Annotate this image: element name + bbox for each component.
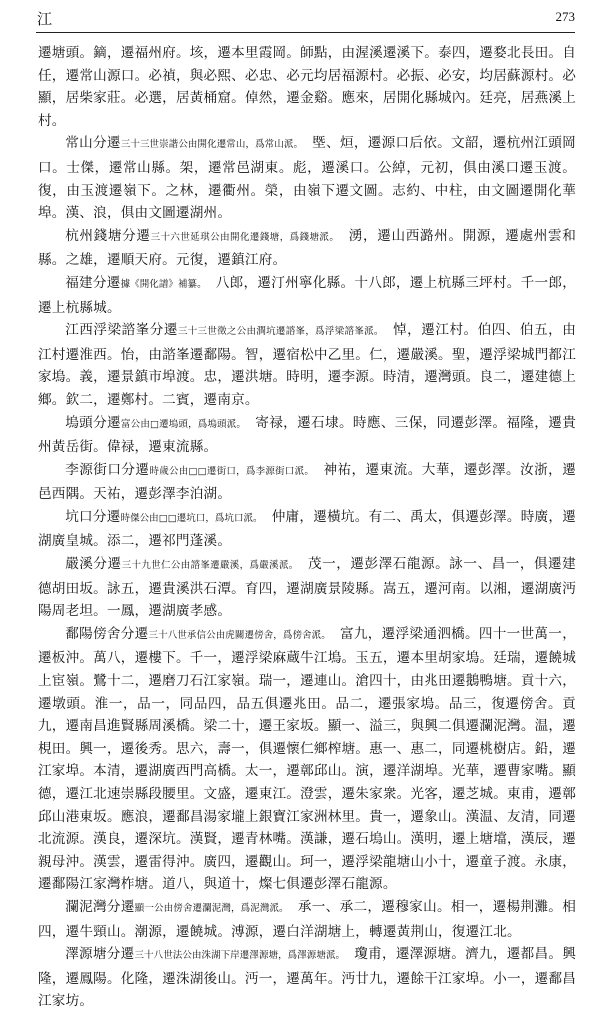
genealogy-text-body xyxy=(38,42,576,1013)
branch-note: 三十八世承信公由虎關遷傍舍，爲傍舍派。 xyxy=(148,629,327,641)
header-rule xyxy=(36,32,575,33)
branch-paragraph-kengkou xyxy=(38,506,576,553)
paragraph-text: 茂一，遷彭澤石龍源。詠一、昌一，俱遷建德胡田坂。詠五，遷貴溪洪石潭。育四，遷湖廣景陵縣。嵩五，遷河南。以湘，遷湖廣沔陽周老坦。一鳳，遷湖廣孝感。 xyxy=(38,556,576,620)
branch-title: 常山分遷 xyxy=(65,135,121,152)
paragraph-text: 湧，遷山西潞州。開源，遷處州雲和縣。之雄，遷順天府。元復，遷鎮江府。 xyxy=(38,227,577,269)
branch-title: 嚴溪分遷 xyxy=(65,556,122,573)
paragraph-text: 寄禄，遷石埭。時應、三保，同遷彭澤。福隆，遷貴州黃岳街。偉禄，遷東流縣。 xyxy=(38,414,576,456)
branch-title: 李源街口分遷 xyxy=(65,461,150,478)
branch-paragraph-wutou xyxy=(38,412,576,459)
branch-paragraph-hangzhou xyxy=(38,225,576,272)
branch-title: 澤源塘分遷 xyxy=(65,946,135,963)
branch-note: 三十三世徵之公由澗坑遷諮峯，爲浮梁諮峯派。 xyxy=(177,326,379,338)
paragraph-text: 神祐，遷東流。大華，遷彭澤。汝浙，遷邑西隅。天祐，遷彭澤李泊湖。 xyxy=(38,461,576,503)
paragraph-text: 八郎，遷汀州寧化縣。十八郎，遷上杭縣三坪村。千一郎，遷上杭縣城。 xyxy=(38,274,576,316)
branch-note: 三十六世延琪公由開化遷錢塘，爲錢塘派。 xyxy=(150,231,335,243)
branch-title: 福建分遷 xyxy=(65,274,121,291)
branch-title: 坑口分遷 xyxy=(65,508,121,525)
branch-note: 三十九世仁公由諮峯遷嚴溪，爲嚴溪派。 xyxy=(121,560,294,572)
branch-note: 顯一公由傍舍遷瀾泥灣，爲泥灣派。 xyxy=(134,902,284,914)
branch-paragraph-poyang-pangshe xyxy=(38,623,576,896)
page-number: 273 xyxy=(555,9,575,24)
paragraph-text: 塈、烜，遷源口后依。文韶，遷杭州江頭岡口。士傑，遷常山縣。架，遷常邑湖東。彪，遷溪口。公綽，元初，俱由溪口遷玉渡。復，由玉渡遷嶺下。之林，遷衢州。榮，由嶺下遷文圖。志約、中柱，由文圖遷開化華埠。漢、浪，俱由文圖遷湖州。 xyxy=(38,135,576,222)
branch-title: 鄱陽傍舍分遷 xyxy=(65,625,149,642)
branch-paragraph-zifeng xyxy=(38,319,576,411)
branch-note: 時傑公由□□遷坑口，爲坑口派。 xyxy=(120,512,258,524)
page-header xyxy=(0,0,611,44)
paragraph-text: 遷塘頭。鏑，遷福州府。垓，遷本里霞岡。師點，由渥溪遷溪下。泰四，遷婺北長田。自任，遷常山源口。必禎，與必熙、必忠、必元均居福源村。必振、必安，均居蘇源村。必顯，居柴家莊。必選，居黃桶窟。倬然，遷金谿。應來，居開化縣城內。廷亮，居燕溪上村。 xyxy=(38,45,576,129)
branch-paragraph-zeyuantang xyxy=(38,943,576,1013)
branch-paragraph-lannwan xyxy=(38,896,576,943)
branch-note: 時歲公由□□遷街口，爲李源街口派。 xyxy=(149,465,310,477)
branch-note: 據《開化譜》補纂。 xyxy=(120,278,202,290)
paragraph-text: 悼，遷江村。伯四、伯五，由江村遷淮西。怡，由諮峯遷鄱陽。智，遷宿松中乙里。仁，遷嚴溪。聖，遷浮梁城門都江家塢。義，遷景鎮市埠渡。忠，遷洪塘。時明，遷李源。時清，遷灣頭。良二，遷建德上鄉。欽二，遷鄭村。二賓，遷南京。 xyxy=(38,322,576,408)
paragraph-text: 瓊甫，遷澤源塘。濟九，遷都昌。興隆，遷鳳陽。化隆，遷洙湖後山。沔一，遷萬年。沔廿九，遷餘干江家埠。小一，遷鄱昌江家坊。 xyxy=(38,946,576,1010)
branch-note: 三十八世法公由洙湖下岸遷澤源塘，爲澤源塘派。 xyxy=(134,950,341,962)
branch-title: 杭州錢塘分遷 xyxy=(65,227,151,244)
paragraph-continuation xyxy=(38,42,576,132)
branch-paragraph-yanxi xyxy=(38,553,576,623)
paragraph-text: 承一、承二，遷穆家山。相一，遷楊荆灘。相四，遷牛頸山。潮源，遷饒城。溥源，遷白洋湖塘上，轉遷黃荆山，復遷江北。 xyxy=(38,898,577,940)
branch-note: 三十三世崇諧公由開化遷常山，爲常山派。 xyxy=(120,139,299,151)
branch-paragraph-changshan xyxy=(38,132,576,224)
branch-title: 瀾泥灣分遷 xyxy=(65,898,135,915)
branch-paragraph-liyuan-jiekou xyxy=(38,459,576,506)
branch-title: 塢頭分遷 xyxy=(65,414,121,431)
branch-title: 江西浮梁諮峯分遷 xyxy=(65,322,178,339)
running-head-surname: 江 xyxy=(37,10,53,28)
paragraph-text: 仲庸，遷橫坑。有二、禹太，俱遷彭澤。時廣，遷湖廣皇城。添二，遷祁門蓬溪。 xyxy=(38,508,576,550)
branch-paragraph-fujian xyxy=(38,272,576,319)
paragraph-text: 富九，遷浮梁通泗橋。四十一世萬一，遷板沖。萬八，遷樓下。千一，遷浮梁麻蔵牛江塢。玉五，遷本里胡家塢。廷瑞，遷饒城上宦嶺。鷺十二，遷磨刀石江家嶺。瑞一，遷連山。滄四十，由兆田遷鵝鴨塘。貢十六，遷墩頭。淮一，品一，同品四，品五俱遷兆田。品二，遷張家塢。品三，復遷傍舍。貢九，遷南昌進賢縣周溪橋。梁二十，遷王家坂。顯一、溢三，與興二俱遷瀾泥灣。温，遷梘田。興一，遷後秀。思六，壽一，俱遷懷仁鄉榨塘。惠一、惠二，同遷桃樹店。鉛，遷江家埠。本清，遷湖廣西門高橋。太一，遷鄣邱山。演，遷洋湖埠。光華，遷曹家嘴。顯德，遷江北速崇縣段腰里。文盛，遷東江。澄雲，遷朱家衆。光客，遷芝城。東甫，遷鄣邱山港東坂。應浪，遷鄱昌湯家壠上銀寶江家洲林里。貴一，遷象山。漢温、友清，同遷北流源。漢良，遷深坑。漢賢，遷青林嘴。漢謙，遷石塢山。漢明，遷上塘壋，漢辰，遷親母沖。漢雲，遷雷得沖。廣四，遷觀山。珂一，遷浮梁龍塘山小十，遷童子渡。永康，遷鄱陽江家灣柞塘。道八，與道十，燦七俱遷彭澤石龍源。 xyxy=(38,625,576,893)
branch-note: 富公由□遷塢頭，爲塢頭派。 xyxy=(121,418,242,430)
